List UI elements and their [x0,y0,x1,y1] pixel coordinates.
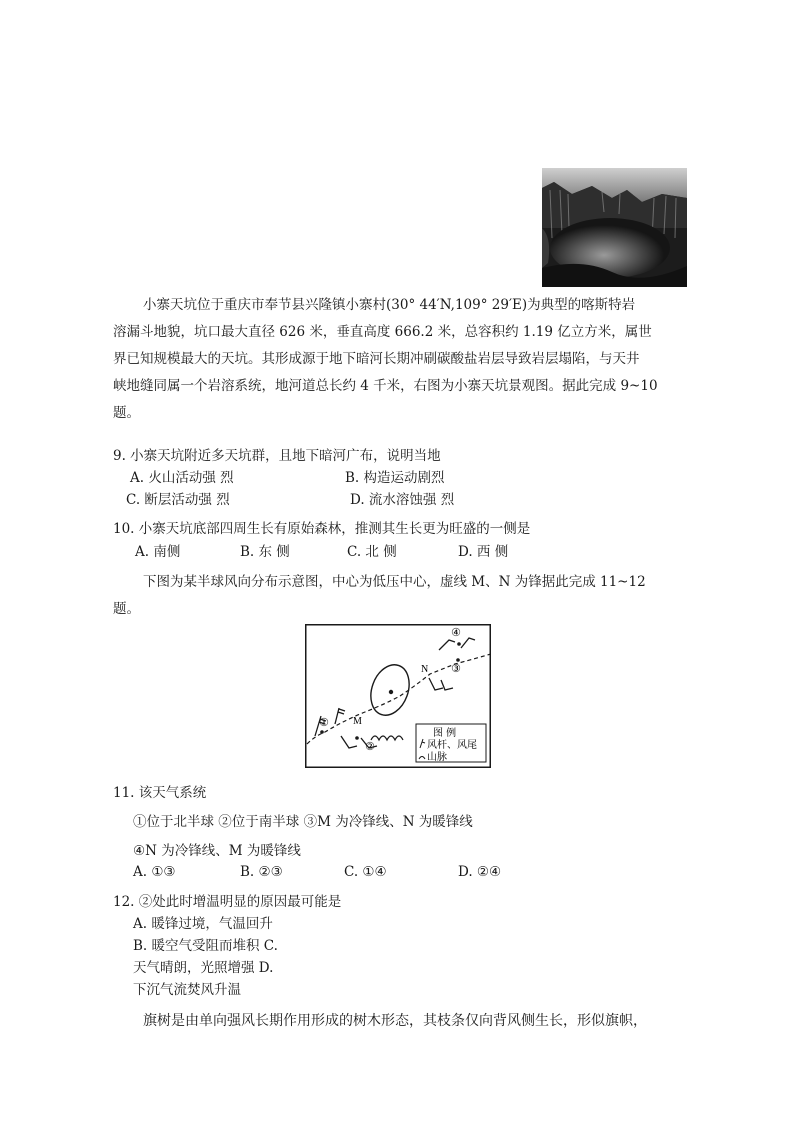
q12-line-3: 天气晴朗，光照增强 D. [133,960,274,976]
wind-distribution-diagram [305,624,491,768]
legend-mountain-label: 山脉 [427,752,447,763]
legend-wind-label: 风杆、风尾 [427,740,477,751]
label-n: N [421,664,429,675]
q12-stem: 12. ②处此时增温明显的原因最可能是 [113,894,342,910]
intro-paragraph-1 [113,292,713,427]
q10-stem: 10. 小寨天坑底部四周生长有原始森林，推测其生长更为旺盛的一侧是 [113,521,531,537]
q12-line-4: 下沉气流焚风升温 [133,982,241,998]
q11-statements-2: ④N 为冷锋线、M 为暖锋线 [133,843,301,859]
point-3 [456,658,460,662]
q11-statements-1: ①位于北半球 ②位于南半球 ③M 为冷锋线、N 为暖锋线 [133,814,473,830]
low-pressure-center [389,690,393,694]
intro1-line-1: 小寨天坑位于重庆市奉节县兴隆镇小寨村(30° 44′N,109° 29′E)为典型的喀斯特岩 [143,297,636,313]
legend-title: 图 例 [433,728,457,739]
label-m: M [353,716,362,727]
intro2-line-1: 下图为某半球风向分布示意图，中心为低压中心，虚线 M、N 为锋据此完成 11~12 [143,574,646,590]
marker-4: ④ [451,626,461,639]
q11-option-d: D. ②④ [458,864,502,880]
last-paragraph: 旗树是由单向强风长期作用形成的树木形态，其枝条仅向背风侧生长，形似旗帜， [143,1013,647,1029]
q10-option-b: B. 东 侧 [240,544,290,560]
q9-option-c: C. 断层活动强 烈 [126,492,230,508]
q10-option-d: D. 西 侧 [458,544,509,560]
intro1-line-4: 峡地缝同属一个岩溶系统，地河道总长约 4 千米，右图为小寨天坑景观图。据此完成 9~10 [113,378,658,394]
q9-option-b: B. 构造运动剧烈 [345,470,445,486]
q12-line-2: B. 暖空气受阻而堆积 C. [133,938,278,954]
q10-option-c: C. 北 侧 [347,544,397,560]
q10-option-a: A. 南侧 [135,544,181,560]
q9-stem: 9. 小寨天坑附近多天坑群，且地下暗河广布，说明当地 [113,448,441,464]
point-1 [320,730,324,734]
sinkhole-photo [542,168,687,287]
q11-option-b: B. ②③ [240,864,283,880]
intro2-line-2: 题。 [113,601,140,617]
point-2 [355,736,359,740]
q11-stem: 11. 该天气系统 [113,785,207,801]
q11-option-c: C. ①④ [344,864,387,880]
marker-2: ② [365,740,375,753]
point-4 [457,642,461,646]
q11-option-a: A. ①③ [133,864,176,880]
intro1-line-3: 界已知规模最大的天坑。其形成源于地下暗河长期冲刷碳酸盐岩层导致岩层塌陷，与天井 [113,351,640,367]
q12-line-1: A. 暖锋过境，气温回升 [133,916,273,932]
intro1-line-2: 溶漏斗地貌，坑口最大直径 626 米，垂直高度 666.2 米，总容积约 1.19 亿立方米，属世 [113,324,652,340]
marker-1: ① [319,716,329,729]
intro1-line-5: 题。 [113,405,140,421]
q9-option-a: A. 火山活动强 烈 [130,470,234,486]
marker-3: ③ [451,662,461,675]
q9-option-d: D. 流水溶蚀强 烈 [350,492,455,508]
